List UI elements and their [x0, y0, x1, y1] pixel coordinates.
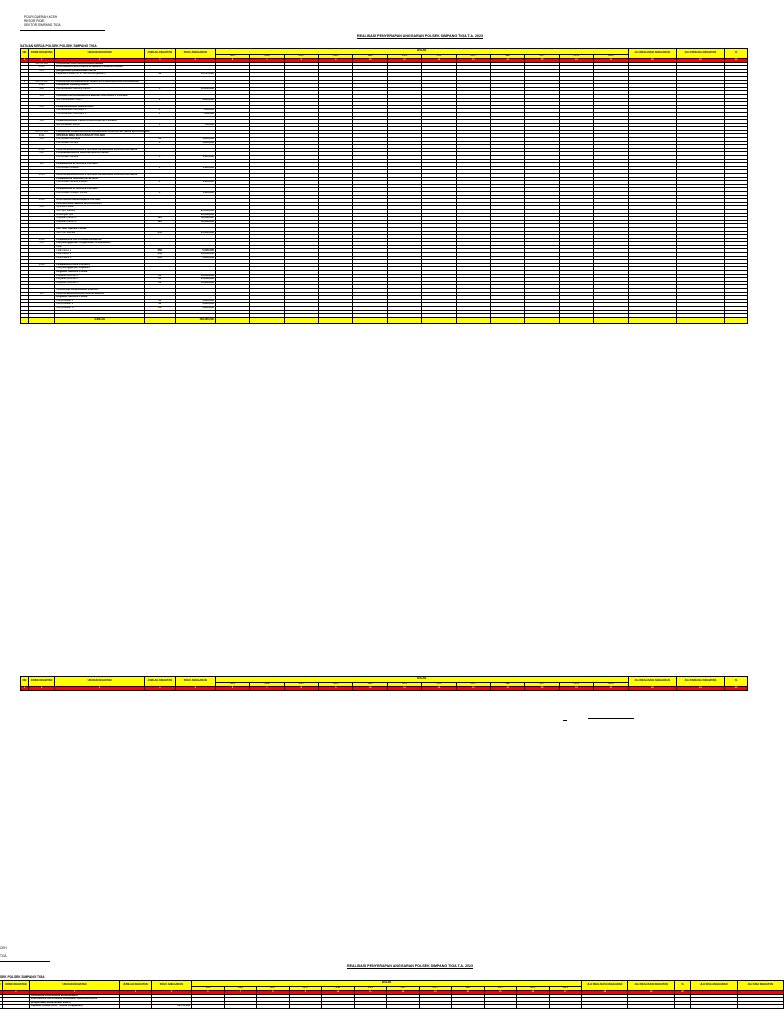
row-uraian: Dukungan ops: [55, 213, 144, 217]
col-month-sep: SEP: [491, 55, 525, 59]
col-number: 5: [175, 58, 215, 62]
col-number: 6: [192, 990, 224, 994]
row-uraian: PENYELENGGARAAN STRATEGI KEAMANAN DAN KETERTIBAN: [55, 148, 144, 152]
row-jumlah: 1: [144, 166, 175, 170]
row-kode: 112: [29, 163, 55, 167]
col-month-agt: AGT: [456, 683, 490, 687]
org-header-underline: [20, 30, 105, 31]
col-number: 16: [559, 686, 593, 690]
col-month-sep: SEP: [452, 987, 484, 991]
col-no: NO: [21, 677, 29, 687]
col-month-okt: OKT: [525, 683, 559, 687]
row-jumlah: 1: [144, 112, 175, 116]
row-uraian: PEMBERDAYAAN POLMAS: [55, 263, 144, 267]
col-number: 6: [215, 58, 249, 62]
col-month-okt: OKT: [525, 55, 559, 59]
row-uraian: Penyelidikan 3: [55, 306, 144, 310]
row-kode: 3136: [29, 199, 55, 203]
row-uraian: PEMBINAAN INTELIJEN POLSEK: [55, 163, 144, 167]
col-number: 11: [387, 686, 421, 690]
row-pagu: 13,715,000: [151, 1005, 192, 1009]
col-number: 4: [120, 990, 151, 994]
row-uraian: Har Kendaraan roda 2: [55, 98, 144, 102]
page3-satker-label: SEK POLSEK SIMPANG TIGA: [0, 975, 45, 979]
col-number: 9: [319, 58, 353, 62]
signature-dash: [563, 720, 567, 721]
row-no: III: [21, 130, 29, 134]
col-month-jan: JAN: [215, 683, 249, 687]
row-jumlah: 250: [144, 253, 175, 257]
row-uraian: PENYELENGGARAAN PENYELIDIKAN: [55, 292, 144, 296]
col-bulan: BULAN: [215, 49, 628, 55]
col-number: 4: [144, 686, 175, 690]
col-number: 2: [3, 990, 30, 994]
row-uraian: Penyelidikan 2: [55, 303, 144, 307]
row-uraian: Kegiatan polmas 1: [55, 274, 144, 278]
col-month-nov: NOV: [517, 987, 549, 991]
row-uraian: PROGRAM MODERNISASI ALMATSUS SARANA DAN PRASARANA: [55, 80, 144, 84]
row-jumlah: 250: [144, 249, 175, 253]
row-pagu: 18,000,000: [175, 220, 215, 224]
row-pagu: 600,000: [175, 109, 215, 113]
row-kode: 206: [29, 87, 55, 91]
col-uraian: URAIAN KEGIATAN: [29, 981, 119, 991]
col-number: 17: [594, 686, 628, 690]
col-number: 14: [491, 686, 525, 690]
col-bulan: BULAN: [215, 677, 628, 683]
col-month-agt: AGT: [456, 55, 490, 59]
page3-org-line-1: CEH: [0, 946, 7, 950]
col-number: 13: [419, 990, 451, 994]
col-realisasi: JLH REALISASI ANGGARAN: [582, 981, 628, 991]
col-number: 17: [549, 990, 582, 994]
row-kode: 101: [29, 120, 55, 124]
row-uraian: Kegiatan polmas 2: [55, 278, 144, 282]
col-number: 18: [628, 58, 676, 62]
col-month-mei: MEI: [353, 55, 387, 59]
row-uraian: Kegiatan Sabhara Polsek: [55, 271, 144, 275]
row-pagu: 1,000,000: [175, 303, 215, 307]
row-jumlah: 1: [144, 181, 175, 185]
row-kode: 101: [29, 94, 55, 98]
col-number: 2: [29, 686, 55, 690]
row-kode: 001: [29, 138, 55, 142]
row-pagu: 700,000: [175, 123, 215, 127]
col-number: 19: [676, 686, 724, 690]
row-uraian: Pembinaan sarana: [55, 156, 144, 160]
row-kode: 3131: [29, 134, 55, 138]
row-kode: 005: [29, 206, 55, 210]
col-number: 15: [484, 990, 516, 994]
row-pagu: 13,715,000: [175, 73, 215, 77]
row-uraian: PENGEMBANGAN SARANA BINTALUMAN: [55, 152, 144, 156]
row-uraian: LLP non operasi: [55, 231, 144, 235]
row-uraian: Pembinaan keluarga: [55, 138, 144, 142]
row-kode: 6613: [29, 66, 55, 70]
col-fisik: JLH FISIK/JLH KEGIATAN: [676, 677, 724, 687]
row-jumlah: 20: [144, 278, 175, 282]
col-month-mrt: MRT: [257, 987, 289, 991]
col-number: 9: [319, 686, 353, 690]
row-jumlah: 20: [144, 274, 175, 278]
org-line-1: POLRI DAERAH ACEH: [24, 15, 58, 19]
page3-org-header: [0, 946, 7, 958]
col-sisa-keg: JLH SISA KEGIATAN: [737, 981, 783, 991]
col-month-mrt: MRT: [284, 683, 318, 687]
col-number: 20: [674, 990, 690, 994]
col-month-feb: FEB: [224, 987, 256, 991]
col-pct: %: [724, 49, 747, 59]
row-uraian: Pembinaan remaja: [55, 141, 144, 145]
col-number: 3: [55, 58, 144, 62]
row-kode: 001: [29, 242, 55, 246]
row-uraian: LKK SATKAMTIBMAS MASYARAKAT: [55, 202, 144, 206]
row-jumlah: 1: [144, 156, 175, 160]
col-number: 14: [491, 58, 525, 62]
row-jumlah: 1: [144, 87, 175, 91]
row-uraian: Gun ops sabara: [55, 209, 144, 213]
col-number: 11: [387, 58, 421, 62]
row-jumlah: 120: [144, 220, 175, 224]
col-number: 1: [21, 686, 29, 690]
col-number: 20: [724, 686, 747, 690]
col-number: 16: [517, 990, 549, 994]
col-month-jan: JAN: [215, 55, 249, 59]
col-realisasi-keg: JLH REALISASI KEGIATAN: [628, 981, 674, 991]
col-number: 3: [29, 990, 119, 994]
row-uraian: Operasi Polsek: [55, 206, 144, 210]
row-uraian: PENYELENGGARAAN STRATEGI KEAMANAN DAN KETERTIBAN: [55, 174, 144, 178]
col-month-jun: JUN: [354, 987, 386, 991]
col-month-jul: JUL: [387, 987, 419, 991]
col-number: 15: [525, 686, 559, 690]
row-pagu: 10,000,000: [175, 253, 215, 257]
row-kode: 110: [29, 292, 55, 296]
col-pagu: PAGU ANGGARAN: [151, 981, 192, 991]
row-kode: 001: [29, 69, 55, 73]
row-uraian: LLP Non Operasi Polsek: [55, 227, 144, 231]
col-number: 18: [628, 686, 676, 690]
col-month-jul: JUL: [422, 683, 456, 687]
col-number: 8: [284, 58, 318, 62]
col-fisik: JLH FISIK/JLH KEGIATAN: [676, 49, 724, 59]
col-month-jun: JUN: [387, 55, 421, 59]
row-uraian: PEMBINAAN PELAYANAN RESERSE: [55, 238, 144, 242]
col-sisa: JLH SISA ANGGARAN: [691, 981, 737, 991]
row-pagu: 1,110,000: [175, 191, 215, 195]
row-pagu: 600,000: [175, 112, 215, 116]
row-kode: 060.01.WM: [29, 130, 55, 134]
col-number: 6: [215, 686, 249, 690]
row-kode: 3139: [29, 263, 55, 267]
row-uraian: PEMBINAAN INTELIJEN POLSEK: [55, 188, 144, 192]
col-number: 7: [250, 686, 284, 690]
col-number: 12: [422, 686, 456, 690]
row-pagu: 5,000,000: [175, 256, 215, 260]
row-jumlah: 12: [144, 73, 175, 77]
row-pagu: 1,000,000: [175, 138, 215, 142]
col-month-feb: FEB: [250, 55, 284, 59]
row-uraian: Pelayanan Gedung Kantor: [55, 84, 144, 88]
row-jumlah: 20: [144, 281, 175, 285]
col-number: 7: [250, 58, 284, 62]
row-uraian: pengelolaan pelaksanaan kantor: [55, 69, 144, 73]
col-month-des: DES: [594, 683, 628, 687]
row-pagu: 15,000,000: [175, 87, 215, 91]
col-number: 17: [594, 58, 628, 62]
col-month-agt: AGT: [419, 987, 451, 991]
row-kode: 060.01.WP: [29, 80, 55, 84]
col-month-mrt: MRT: [284, 55, 318, 59]
col-kode: KODE KEGIATAN: [3, 981, 30, 991]
col-month-nov: NOV: [559, 55, 593, 59]
row-jumlah: 1: [144, 109, 175, 113]
row-pagu: 20,000,000: [175, 213, 215, 217]
row-uraian: PEMBINAAN SARANA INTELIJEN: [55, 177, 144, 181]
row-uraian: Penyelenggaraan Kegiatan: [55, 267, 144, 271]
row-kode: 002: [29, 152, 55, 156]
total-row: [21, 317, 748, 323]
budget-table-header-page2: [20, 676, 748, 691]
col-kode: KODE KEGIATAN: [29, 677, 55, 687]
col-month-sep: SEP: [491, 683, 525, 687]
col-no: NO: [21, 49, 29, 59]
row-uraian: PEMELIHARAAN PERALATAN KANTOR POLSEK: [55, 120, 144, 124]
col-pct: %: [724, 677, 747, 687]
row-uraian: Har peralatan kantor: [55, 123, 144, 127]
row-uraian: OPERASI BINA MASYARAKAT POLSEK: [55, 134, 144, 138]
row-uraian: pengelolaan pelaksanaan kantor: [29, 1001, 119, 1005]
row-uraian: Lidik: [55, 245, 144, 249]
row-uraian: Kegiatan polmas 3: [55, 281, 144, 285]
row-uraian: PROGRAM PEMELIHARAAN KEAMANAN DAN KETERTIBAN MASYARAKAT: [56, 129, 150, 133]
col-number: 12: [422, 58, 456, 62]
row-uraian: Lidik kasus 2: [55, 253, 144, 257]
col-uraian: URAIAN KEGIATAN: [55, 677, 144, 687]
row-jumlah: 1: [144, 191, 175, 195]
total-label: JUMLAH: [55, 317, 144, 323]
col-month-nov: NOV: [559, 683, 593, 687]
col-jumlah: JUMLAH KEGIATAN: [120, 981, 151, 991]
row-kode: 3135: [29, 174, 55, 178]
row-jumlah: 250: [144, 256, 175, 260]
row-pagu: 1,000,000: [175, 299, 215, 303]
col-realisasi: JLH REALISASI ANGGARAN: [628, 677, 676, 687]
col-number: 10: [322, 990, 354, 994]
org-line-2: RESOR PIDIE: [24, 19, 45, 23]
row-pagu: 3,000,000: [175, 98, 215, 102]
row-uraian: PROGRAM DUKUNGAN MANAJEMEN: [55, 62, 144, 66]
row-uraian: Layanan Polsek (STK: Terima Pengaduan): [55, 73, 144, 77]
row-uraian: DUKUNGAN PELAYANAN INTERNAL PERKANTORAN: [55, 66, 144, 70]
col-month-mei: MEI: [353, 683, 387, 687]
row-uraian: Kegiatan patroli 2: [55, 220, 144, 224]
row-no: II: [21, 80, 29, 84]
row-pagu: 1,000,000: [175, 306, 215, 310]
row-jumlah: 1: [144, 141, 175, 145]
row-jumlah: 120: [144, 217, 175, 221]
row-pagu: 1,110,000: [175, 156, 215, 160]
col-kode: KODE KEGIATAN: [29, 49, 55, 59]
col-number: 12: [387, 990, 419, 994]
col-number: 7: [224, 990, 256, 994]
col-number: 9: [289, 990, 321, 994]
row-kode: 3133: [29, 148, 55, 152]
col-pagu: PAGU ANGGARAN: [175, 49, 215, 59]
row-uraian: Pemeliharaan Inventaris 2: [55, 112, 144, 116]
col-number: 13: [456, 686, 490, 690]
col-month-jun: JUN: [387, 683, 421, 687]
col-number: 3: [55, 686, 144, 690]
signature-line: [588, 718, 634, 719]
row-uraian: Lidik kasus 3: [55, 256, 144, 260]
col-month-des: DES: [549, 987, 582, 991]
col-realisasi: JLH REALISASI ANGGARAN: [628, 49, 676, 59]
col-month-apr: APR: [289, 987, 321, 991]
row-pagu: 1,110,000: [175, 166, 215, 170]
col-pagu: PAGU ANGGARAN: [175, 677, 215, 687]
row-uraian: PERAWATAN KENDARAAN BERMOTOR RODA 2 POLSEK: [55, 94, 144, 98]
row-pagu: 10,000,000: [175, 281, 215, 285]
budget-table: [20, 48, 748, 324]
row-uraian: Penyelidikan 1: [55, 299, 144, 303]
row-uraian: PROGRAM PENEGAKAN HUKUM: [55, 289, 144, 293]
budget-table-page3: [0, 980, 784, 1009]
row-uraian: Lidik kasus 1: [55, 249, 144, 253]
org-header: [24, 15, 61, 27]
row-uraian: PEMELIHARAAN INVENTARIS: [55, 105, 144, 109]
col-month-jan: JAN: [192, 987, 224, 991]
total-value: 196,395,000: [175, 317, 215, 323]
row-uraian: Kegiatan patroli 1: [55, 217, 144, 221]
row-jumlah: 1: [144, 123, 175, 127]
row-kode: 3130: [29, 84, 55, 88]
row-kode: 3138: [29, 238, 55, 242]
col-number: 2: [29, 58, 55, 62]
col-number: 15: [525, 58, 559, 62]
col-number: 10: [353, 686, 387, 690]
row-uraian: Kegiatan Sabhara Polsek: [55, 296, 144, 300]
row-pagu: 10,000,000: [175, 278, 215, 282]
row-jumlah: 30: [144, 303, 175, 307]
page3-header-underline: [0, 961, 50, 962]
row-jumlah: 2: [144, 98, 175, 102]
row-uraian: Pemeliharaan Inventaris 1: [55, 109, 144, 113]
col-number: 20: [724, 58, 747, 62]
col-number: 1: [21, 58, 29, 62]
report-title: REALISASI PENYERAPAN ANGGARAN POLSEK SIMPANG TIGA T.A. 2023: [357, 34, 483, 38]
col-number: 5: [151, 990, 192, 994]
col-number: 19: [676, 58, 724, 62]
row-pagu: 1,000,000: [175, 141, 215, 145]
page3-report-title: REALISASI PENYERAPAN ANGGARAN POLSEK SIMPANG TIGA T.A. 2023: [347, 964, 473, 968]
col-number: 11: [354, 990, 386, 994]
column-number-row: [21, 686, 748, 690]
col-month-des: DES: [594, 55, 628, 59]
col-jumlah: JUMLAH KEGIATAN: [144, 677, 175, 687]
row-uraian: Pembinaan intelijen polsek: [55, 191, 144, 195]
row-uraian: Pemeliharaan Gedung Kantor: [55, 87, 144, 91]
col-number: 5: [175, 686, 215, 690]
col-month-apr: APR: [319, 55, 353, 59]
row-pagu: 25,000,000: [175, 231, 215, 235]
col-pct: %: [674, 981, 690, 991]
row-pagu: 10,000,000: [175, 274, 215, 278]
col-number: 14: [452, 990, 484, 994]
row-pagu: 5,000,000: [175, 249, 215, 253]
row-pagu: 18,000,000: [175, 217, 215, 221]
row-jumlah: 250: [144, 231, 175, 235]
org-line-3: SEKTOR SIMPANG TIGA: [24, 23, 61, 27]
row-jumlah: 30: [144, 306, 175, 310]
col-month-jul: JUL: [422, 55, 456, 59]
row-uraian: DUKUNGAN PELAYANAN INTERNAL PERKANTORAN: [29, 998, 119, 1002]
row-uraian: Pembinaan sarana intelijen: [55, 181, 144, 185]
col-month-apr: APR: [319, 683, 353, 687]
row-pagu: 20,000,000: [175, 209, 215, 213]
satker-label: SATUAN KERJA POLSEK POLSEK SIMPANG TIGA: [20, 44, 97, 48]
page3-org-line-2: TGA: [0, 954, 7, 958]
col-jumlah: JUMLAH KEGIATAN: [144, 49, 175, 59]
col-number: 8: [257, 990, 289, 994]
col-bulan: BULAN: [192, 981, 582, 987]
col-number: 4: [144, 58, 175, 62]
row-uraian: Pembinaan intelijen: [55, 166, 144, 170]
row-kode: 060.01.WA: [29, 62, 55, 66]
col-month-feb: FEB: [250, 683, 284, 687]
col-month-okt: OKT: [484, 987, 516, 991]
col-number: 19: [628, 990, 674, 994]
row-uraian: PROGRAM DUKUNGAN MANAJEMEN: [29, 994, 119, 998]
table-row: [0, 1005, 784, 1009]
row-pagu: 1,110,000: [175, 181, 215, 185]
col-number: 18: [582, 990, 628, 994]
col-number: 10: [353, 58, 387, 62]
col-number: 13: [456, 58, 490, 62]
col-number: 16: [559, 58, 593, 62]
row-kode: 001: [29, 105, 55, 109]
col-uraian: URAIAN KEGIATAN: [55, 49, 144, 59]
row-uraian: Penyelenggaraan Pengelolaan Penyelidikan: [55, 242, 144, 246]
col-month-mei: MEI: [322, 987, 354, 991]
row-jumlah: 20: [144, 138, 175, 142]
col-number: 8: [284, 686, 318, 690]
row-uraian: DUKUNGAN MANAJEMEN POLSEK: [55, 199, 144, 203]
row-uraian: Layanan Polsek (STK: Terima Pengaduan): [29, 1005, 119, 1009]
row-jumlah: 30: [144, 299, 175, 303]
